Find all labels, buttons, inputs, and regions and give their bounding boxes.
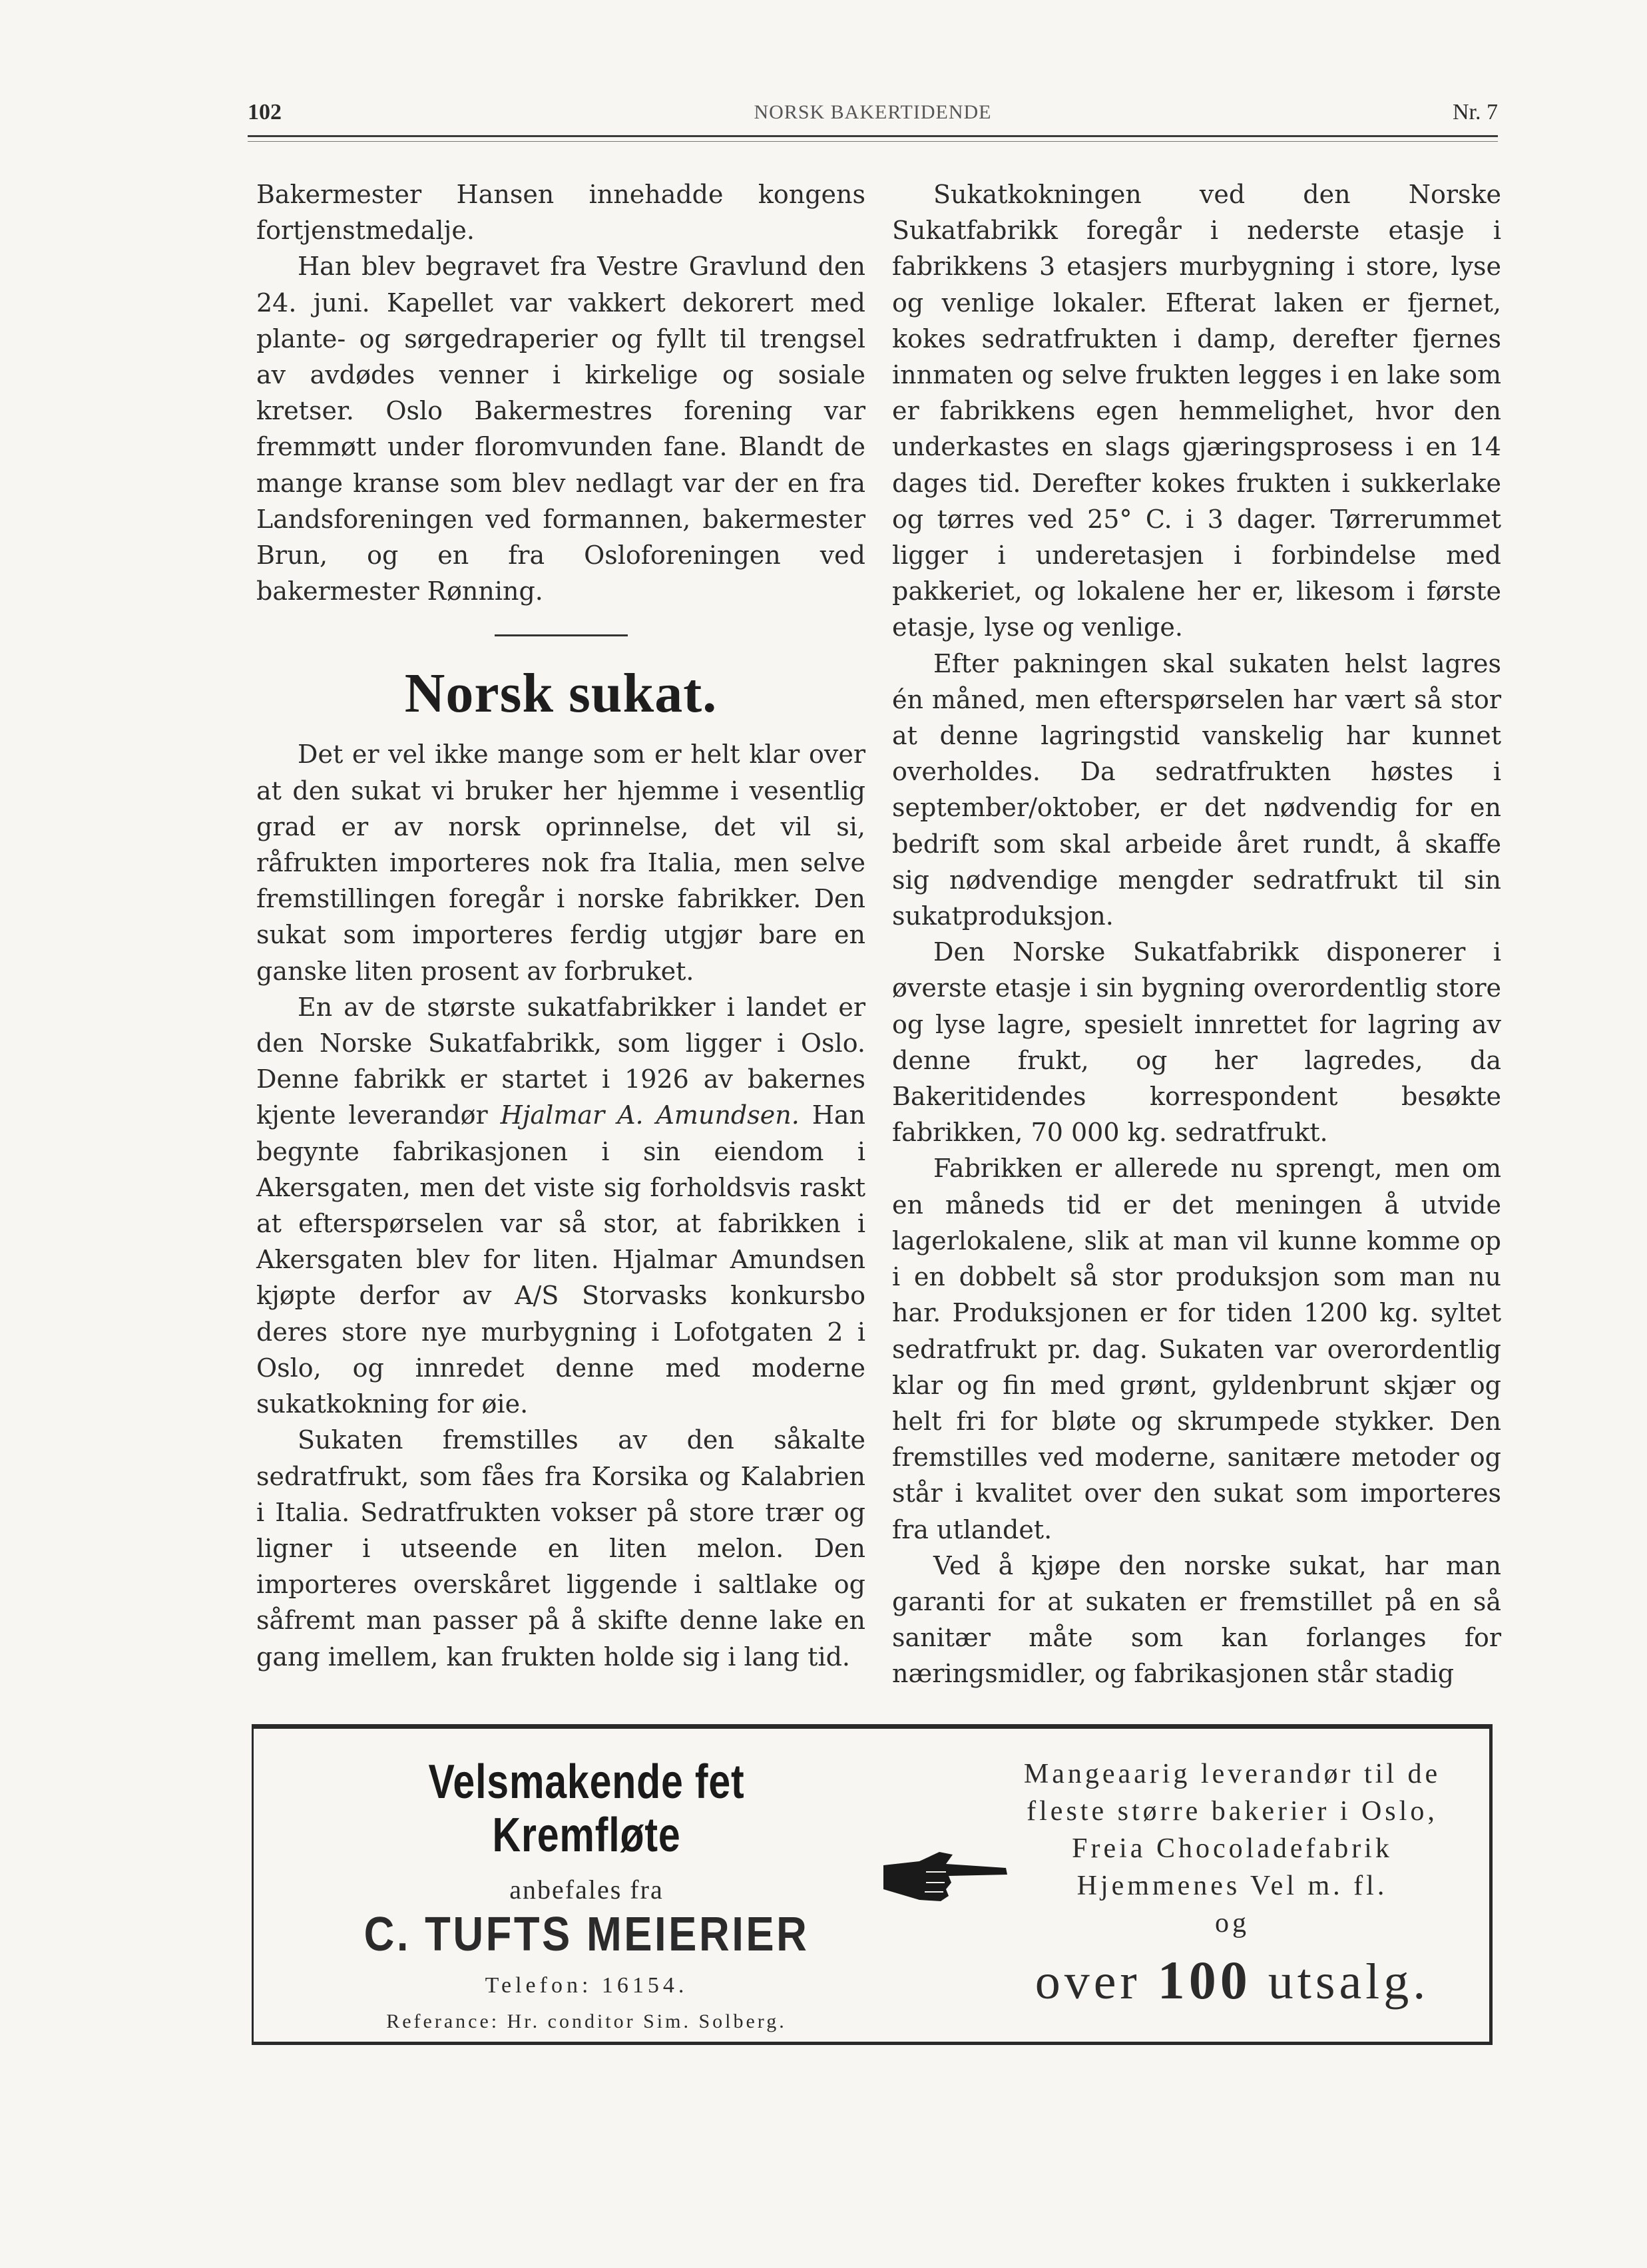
ad-outlet-suffix: utsalg. bbox=[1268, 1954, 1430, 2010]
ad-outlet-count bbox=[993, 1948, 1472, 2014]
paragraph bbox=[256, 989, 865, 1422]
page-number: 102 bbox=[248, 100, 282, 124]
paragraph: Han blev begravet fra Vestre Gravlund den 24. juni. Kapellet var vakkert dekorert med plante- og sørgedraperier og fyllt til trengsel av avdødes venner i kirkelige og sosiale kretser. Oslo Bakermestres forening var fremmøtt under floromvunden fane. Blandt de mange kranse som blev nedlagt var der en fra Landsforeningen ved formannen, bakermester Brun, og en fra Osloforeningen ved bakermester Rønning. bbox=[256, 252, 865, 606]
paragraph: Sukatkokningen ved den Norske Sukatfabrikk foregår i nederste etasje i fabrikkens 3 etasjers murbygning i store, lyse og venlige lokaler. Efterat laken er fjernet, kokes sedratfrukten i damp, derefter fjernes innmaten og selve frukten legges i en lake som er fabrikkens egen hemmelighet, hvor den underkastes en slags gjæringsprosess i en 14 dages tid. Derefter kokes frukten i sukkerlake og tørres ved 25° C. i 3 dager. Tørrerummet ligger i underetasjen i forbindelse med pakkeriet, og lokalene her er, likesom i første etasje, lyse og venlige. bbox=[892, 180, 1501, 642]
ad-left-panel bbox=[274, 1755, 899, 2033]
ad-right-line: Hjemmenes Vel m. fl. bbox=[1076, 1871, 1388, 1901]
issue-number: Nr. 7 bbox=[1453, 100, 1498, 124]
journal-title: NORSK BAKERTIDENDE bbox=[754, 101, 992, 123]
advertisement-box bbox=[252, 1724, 1493, 2045]
paragraph: Ved å kjøpe den norske sukat, har man garanti for at sukaten er fremstillet på en så sanitær måte som kan forlanges for næringsmidler, og fabrikasjonen står stadig bbox=[892, 1550, 1501, 1689]
paragraph: Bakermester Hansen innehadde kongens fortjenstmedalje. bbox=[256, 180, 865, 246]
paragraph-text: En av de største sukatfabrikker i landet er den Norske Sukatfabrikk, som ligger i Oslo. Denne fabrikk er startet i 1926 av bakernes kjente leverandør bbox=[256, 992, 865, 1130]
article-title: Norsk sukat. bbox=[404, 662, 718, 725]
ad-right-line: og bbox=[1215, 1908, 1250, 1938]
ad-right-panel bbox=[993, 1755, 1472, 2014]
ad-right-line: fleste større bakerier i Oslo, bbox=[1027, 1796, 1438, 1827]
header-rule bbox=[248, 135, 1498, 137]
header-rule-thin bbox=[248, 141, 1498, 142]
ad-outlet-prefix: over bbox=[1035, 1954, 1141, 2010]
ad-right-line: Freia Chocoladefabrik bbox=[1072, 1833, 1393, 1864]
left-column bbox=[256, 176, 865, 1675]
supplier-name: Hjalmar A. Amundsen. bbox=[500, 1100, 800, 1130]
page-header bbox=[248, 100, 1498, 133]
ad-right-line: Mangeaarig leverandør til de bbox=[1023, 1759, 1441, 1789]
paragraph: Sukaten fremstilles av den såkalte sedratfrukt, som fåes fra Korsika og Kalabrien i Italia. Sedratfrukten vokser på store trær og ligner i utseende en liten melon. Den importeres overskåret liggende i saltlake og såfremt man passer på å skifte denne lake en gang imellem, kan frukten holde sig i lang tid. bbox=[256, 1425, 865, 1672]
paragraph: Det er vel ikke mange som er helt klar over at den sukat vi bruker her hjemme i vesentlig grad er av norsk oprinnelse, det vil si, råfrukten importeres nok fra Italia, men selve fremstillingen foregår i norske fabrikker. Den sukat som importeres ferdig utgjør bare en ganske liten prosent av forbruket. bbox=[256, 740, 865, 986]
section-divider bbox=[495, 634, 628, 636]
ad-title: Velsmakende fet Kremfløte bbox=[428, 1755, 745, 1862]
ad-outlet-number: 100 bbox=[1157, 1950, 1252, 2010]
paragraph-text: Han begynte fabrikasjonen i sin eiendom i Akersgaten, men det viste sig forholdsvis raskt at efterspørselen var så stor, at fabrikken i Akersgaten blev for liten. Hjalmar Amundsen kjøpte derfor av A/S Storvasks konkursbo deres store nye murbygning i Lofotgaten 2 i Oslo, og innredet denne med moderne sukatkokning for øie. bbox=[256, 1100, 865, 1419]
ad-subtitle: anbefales fra bbox=[509, 1875, 664, 1905]
paragraph: Fabrikken er allerede nu sprengt, men om en måneds tid er det meningen å utvide lagerlokalene, slik at man vil kunne komme op i en dobbelt så stor produksjon som man nu har. Produksjonen er for tiden 1200 kg. syltet sedratfrukt pr. dag. Sukaten var overordentlig klar og fin med grønt, gyldenbrunt skjær og helt fri for bløte og skrumpede stykker. Den fremstilles ved moderne, sanitære metoder og står i kvalitet over den sukat som importeres fra utlandet. bbox=[892, 1154, 1501, 1544]
right-column bbox=[892, 176, 1501, 1692]
ad-telephone: Telefon: 16154. bbox=[485, 1973, 688, 1998]
paragraph: Efter pakningen skal sukaten helst lagres én måned, men efterspørselen har vært så stor at denne lagringstid vanskelig har kunnet overholdes. Da sedratfrukten høstes i september/oktober, er det nødvendig for en bedrift som skal arbeide året rundt, å skaffe sig nødvendige mengder sedratfrukt til sin sukatproduksjon. bbox=[892, 648, 1501, 931]
paragraph: Den Norske Sukatfabrikk disponerer i øverste etasje i sin bygning overordentlig store og lyse lagre, spesielt innrettet for lagring av denne frukt, og her lagredes, da Bakeritidendes korrespondent besøkte fabrikken, 70 000 kg. sedratfrukt. bbox=[892, 937, 1501, 1148]
ad-company-name: C. TUFTS MEIERIER bbox=[363, 1908, 810, 1961]
ad-reference: Referance: Hr. conditor Sim. Solberg. bbox=[386, 2010, 787, 2032]
